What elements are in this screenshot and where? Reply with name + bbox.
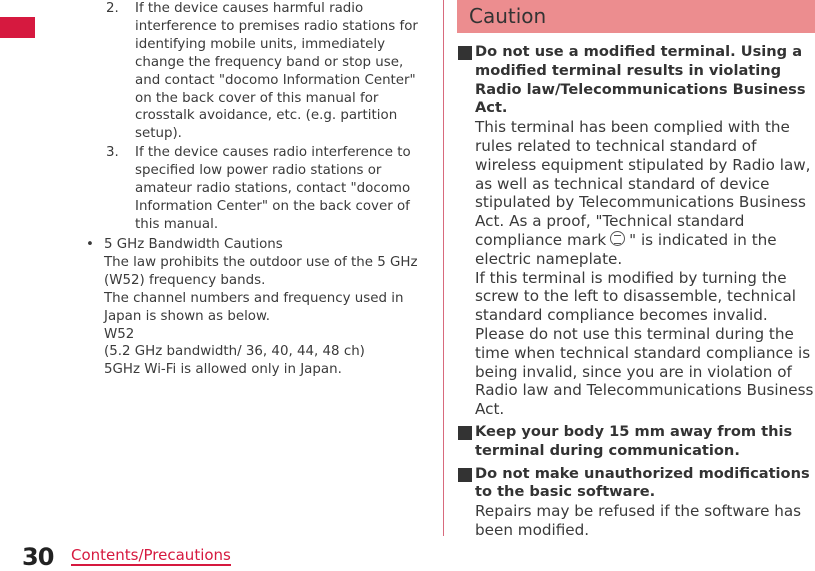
caution-heading: Caution	[457, 0, 815, 33]
item-number: 3.	[106, 145, 119, 160]
caution-item-body: If this terminal is modified by turning the screw to the left to disassemble, technical standard compliance becomes invalid. Please do not use this terminal during the time when technical standard compliance is being invalid, since you are in violation of Radio law and Telecommunications Business Act.	[475, 268, 814, 419]
caution-list	[458, 43, 815, 540]
caution-body-text: " is indicated in the electric nameplate.	[475, 230, 777, 268]
numbered-item-3	[106, 144, 426, 234]
technical-compliance-mark-icon	[610, 231, 625, 246]
bullet-dot: •	[86, 237, 94, 252]
bullet-line: The channel numbers and frequency used in Japan is shown as below.	[104, 290, 404, 324]
bullet-title: 5 GHz Bandwidth Cautions	[104, 237, 283, 252]
item-number: 2.	[106, 1, 119, 16]
item-text: If the device causes harmful radio interference to premises radio stations for identifying mobile units, immediately change the frequency band or stop use, and contact "docomo Information Center" on the back cover of this manual for crosstalk avoidance, etc. (e.g. partition setup).	[135, 1, 418, 142]
square-bullet-icon	[458, 468, 472, 482]
caution-item-heading: Do not use a modified terminal. Using a modified terminal results in violating Radio law/Telecommunications Business Act.	[475, 43, 806, 117]
caution-item-modified-terminal	[458, 43, 815, 419]
square-bullet-icon	[458, 46, 472, 60]
bullet-line: 5GHz Wi-Fi is allowed only in Japan.	[104, 362, 342, 378]
caution-item-keep-distance	[458, 423, 815, 461]
caution-item-heading: Keep your body 15 mm away from this terminal during communication.	[475, 422, 793, 459]
page-number: 30	[22, 543, 54, 571]
caution-item-body: Repairs may be refused if the software has been modified.	[475, 502, 802, 539]
bullet-5ghz-cautions	[86, 236, 431, 379]
caution-body-text: This terminal has been complied with the rules related to technical standard of wireless equipment stipulated by Radio law, as well as technical standard of device stipulated by Telecommunications Business Act. As a proof, "Technical standard compliance mark	[475, 118, 811, 249]
item-text: If the device causes radio interference to specified low power radio stations or amateur radio stations, contact "docomo Information Center" on the back cover of this manual.	[135, 145, 411, 232]
column-divider	[443, 0, 444, 536]
square-bullet-icon	[458, 426, 472, 440]
caution-item-heading: Do not make unauthorized modifications to the basic software.	[475, 464, 810, 501]
contents-precautions-link[interactable]: Contents/Precautions	[71, 546, 231, 564]
bullet-line: (5.2 GHz bandwidth/ 36, 40, 44, 48 ch)	[104, 344, 365, 360]
bullet-line: The law prohibits the outdoor use of the 5 GHz (W52) frequency bands.	[104, 254, 418, 288]
bullet-line: W52	[104, 326, 135, 342]
caution-item-software	[458, 465, 815, 540]
numbered-item-2	[106, 0, 426, 143]
section-tab-marker	[0, 17, 35, 38]
caution-item-body	[475, 118, 815, 268]
